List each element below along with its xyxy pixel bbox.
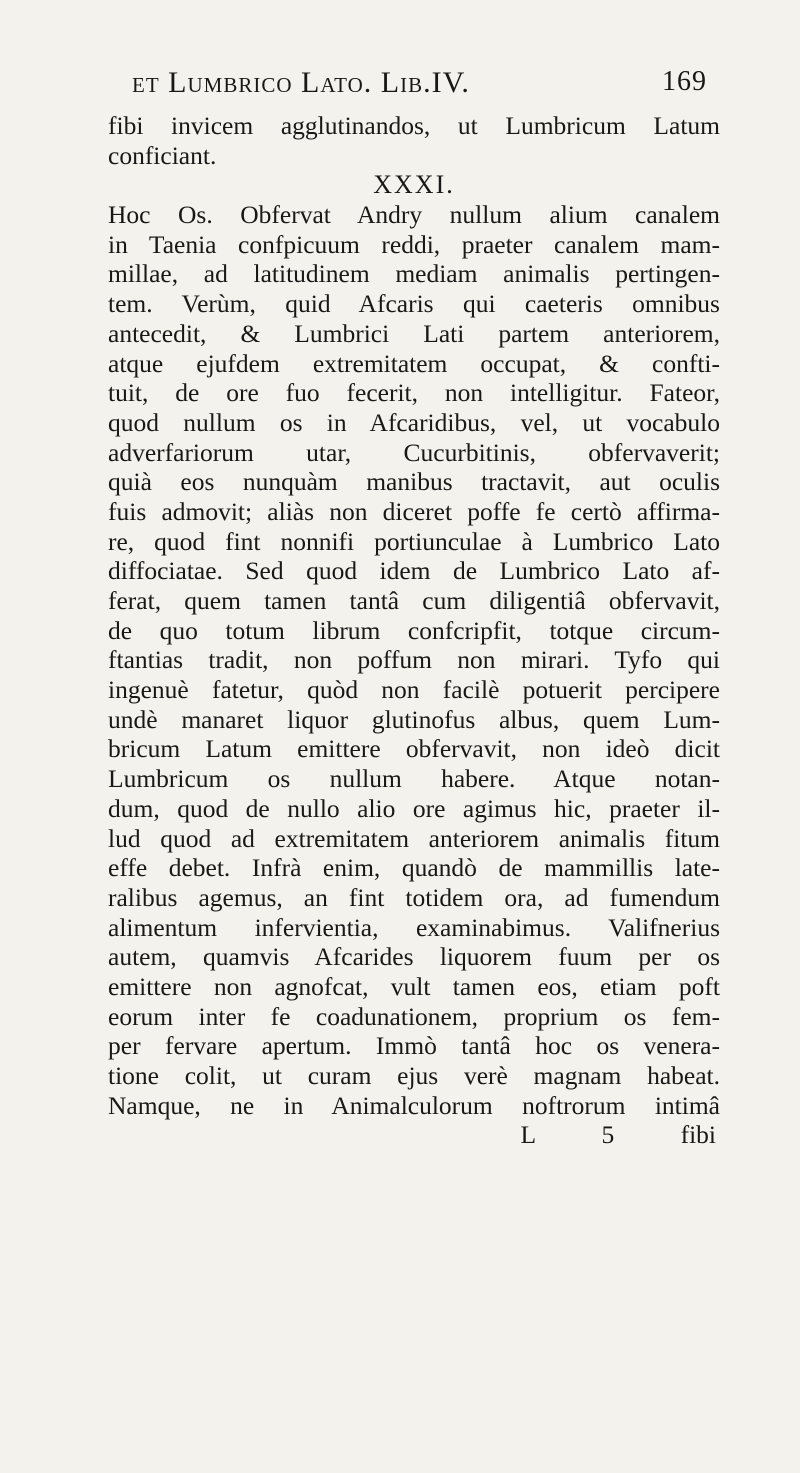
text-line: quià eos nunquàm manibus tractavit, aut oculis: [108, 467, 720, 497]
text-line: millae, ad latitudinem mediam animalis pertingen-: [108, 259, 720, 289]
text-line: Hoc Os. Obfervat Andry nullum alium canalem: [108, 200, 720, 230]
text-line: bricum Latum emittere obfervavit, non ideò dicit: [108, 734, 720, 764]
page-number: 169: [662, 66, 707, 97]
text-line: effe debet. Infrà enim, quandò de mammillis late-: [108, 853, 720, 883]
text-line: antecedit, & Lumbrici Lati partem anteriorem,: [108, 318, 720, 348]
text-line: adverfariorum utar, Cucurbitinis, obfervaverit;: [108, 437, 720, 467]
section-number: XXXI.: [373, 170, 455, 200]
text-line: re, quod fint nonnifi portiunculae à Lumbrico Lato: [108, 526, 720, 556]
running-head-title: et Lumbrico Lato. Lib.IV.: [132, 66, 470, 99]
text-line: per fervare apertum. Immò tantâ hoc os venera-: [108, 1031, 720, 1061]
text-line: dum, quod de nullo alio ore agimus hic, praeter il-: [108, 793, 720, 823]
text-line: Lumbricum os nullum habere. Atque notan-: [108, 764, 720, 794]
text-line: tem. Verùm, quid Afcaris qui caeteris omnibus: [108, 289, 720, 319]
text-line: tione colit, ut curam ejus verè magnam habeat.: [108, 1061, 720, 1090]
running-head: [132, 66, 732, 106]
signature-mark: L 5: [520, 1120, 615, 1150]
text-line: de quo totum librum confcripfit, totque circum-: [108, 615, 720, 645]
text-line: eorum inter fe coadunationem, proprium os fem-: [108, 1001, 720, 1031]
text-line: alimentum infervientia, examinabimus. Valifnerius: [108, 912, 720, 942]
text-line: atque ejufdem extremitatem occupat, & confti-: [108, 348, 720, 378]
text-line: ftantias tradit, non poffum non mirari. Tyfo qui: [108, 645, 720, 675]
text-line: conficiant.: [108, 140, 217, 170]
text-line: diffociatae. Sed quod idem de Lumbrico Lato af-: [108, 556, 720, 586]
text-line: ingenuè fatetur, quòd non facilè potuerit percipere: [108, 675, 720, 705]
text-line: fuis admovit; aliàs non diceret poffe fe certò affirma-: [108, 496, 720, 526]
text-line: ferat, quem tamen tantâ cum diligentiâ obfervavit,: [108, 586, 720, 615]
text-line: undè manaret liquor glutinofus albus, quem Lum-: [108, 704, 720, 734]
text-line: autem, quamvis Afcarides liquorem fuum per os: [108, 942, 720, 972]
text-line: lud quod ad extremitatem anteriorem animalis fitum: [108, 823, 720, 853]
text-line: tuit, de ore fuo fecerit, non intelligitur. Fateor,: [108, 378, 720, 408]
text-line: fibi invicem agglutinandos, ut Lumbricum Latum: [108, 111, 720, 140]
page-footer: [108, 1120, 720, 1150]
text-line: Namque, ne in Animalculorum noftrorum intimâ: [108, 1090, 720, 1120]
catchword: fibi: [680, 1120, 716, 1150]
text-line: quod nullum os in Afcaridibus, vel, ut vocabulo: [108, 407, 720, 437]
text-line: in Taenia confpicuum reddi, praeter canalem mam-: [108, 229, 720, 259]
text-line: emittere non agnofcat, vult tamen eos, etiam poft: [108, 971, 720, 1001]
text-line: ralibus agemus, an fint totidem ora, ad fumendum: [108, 882, 720, 912]
body-text: [108, 111, 720, 1150]
